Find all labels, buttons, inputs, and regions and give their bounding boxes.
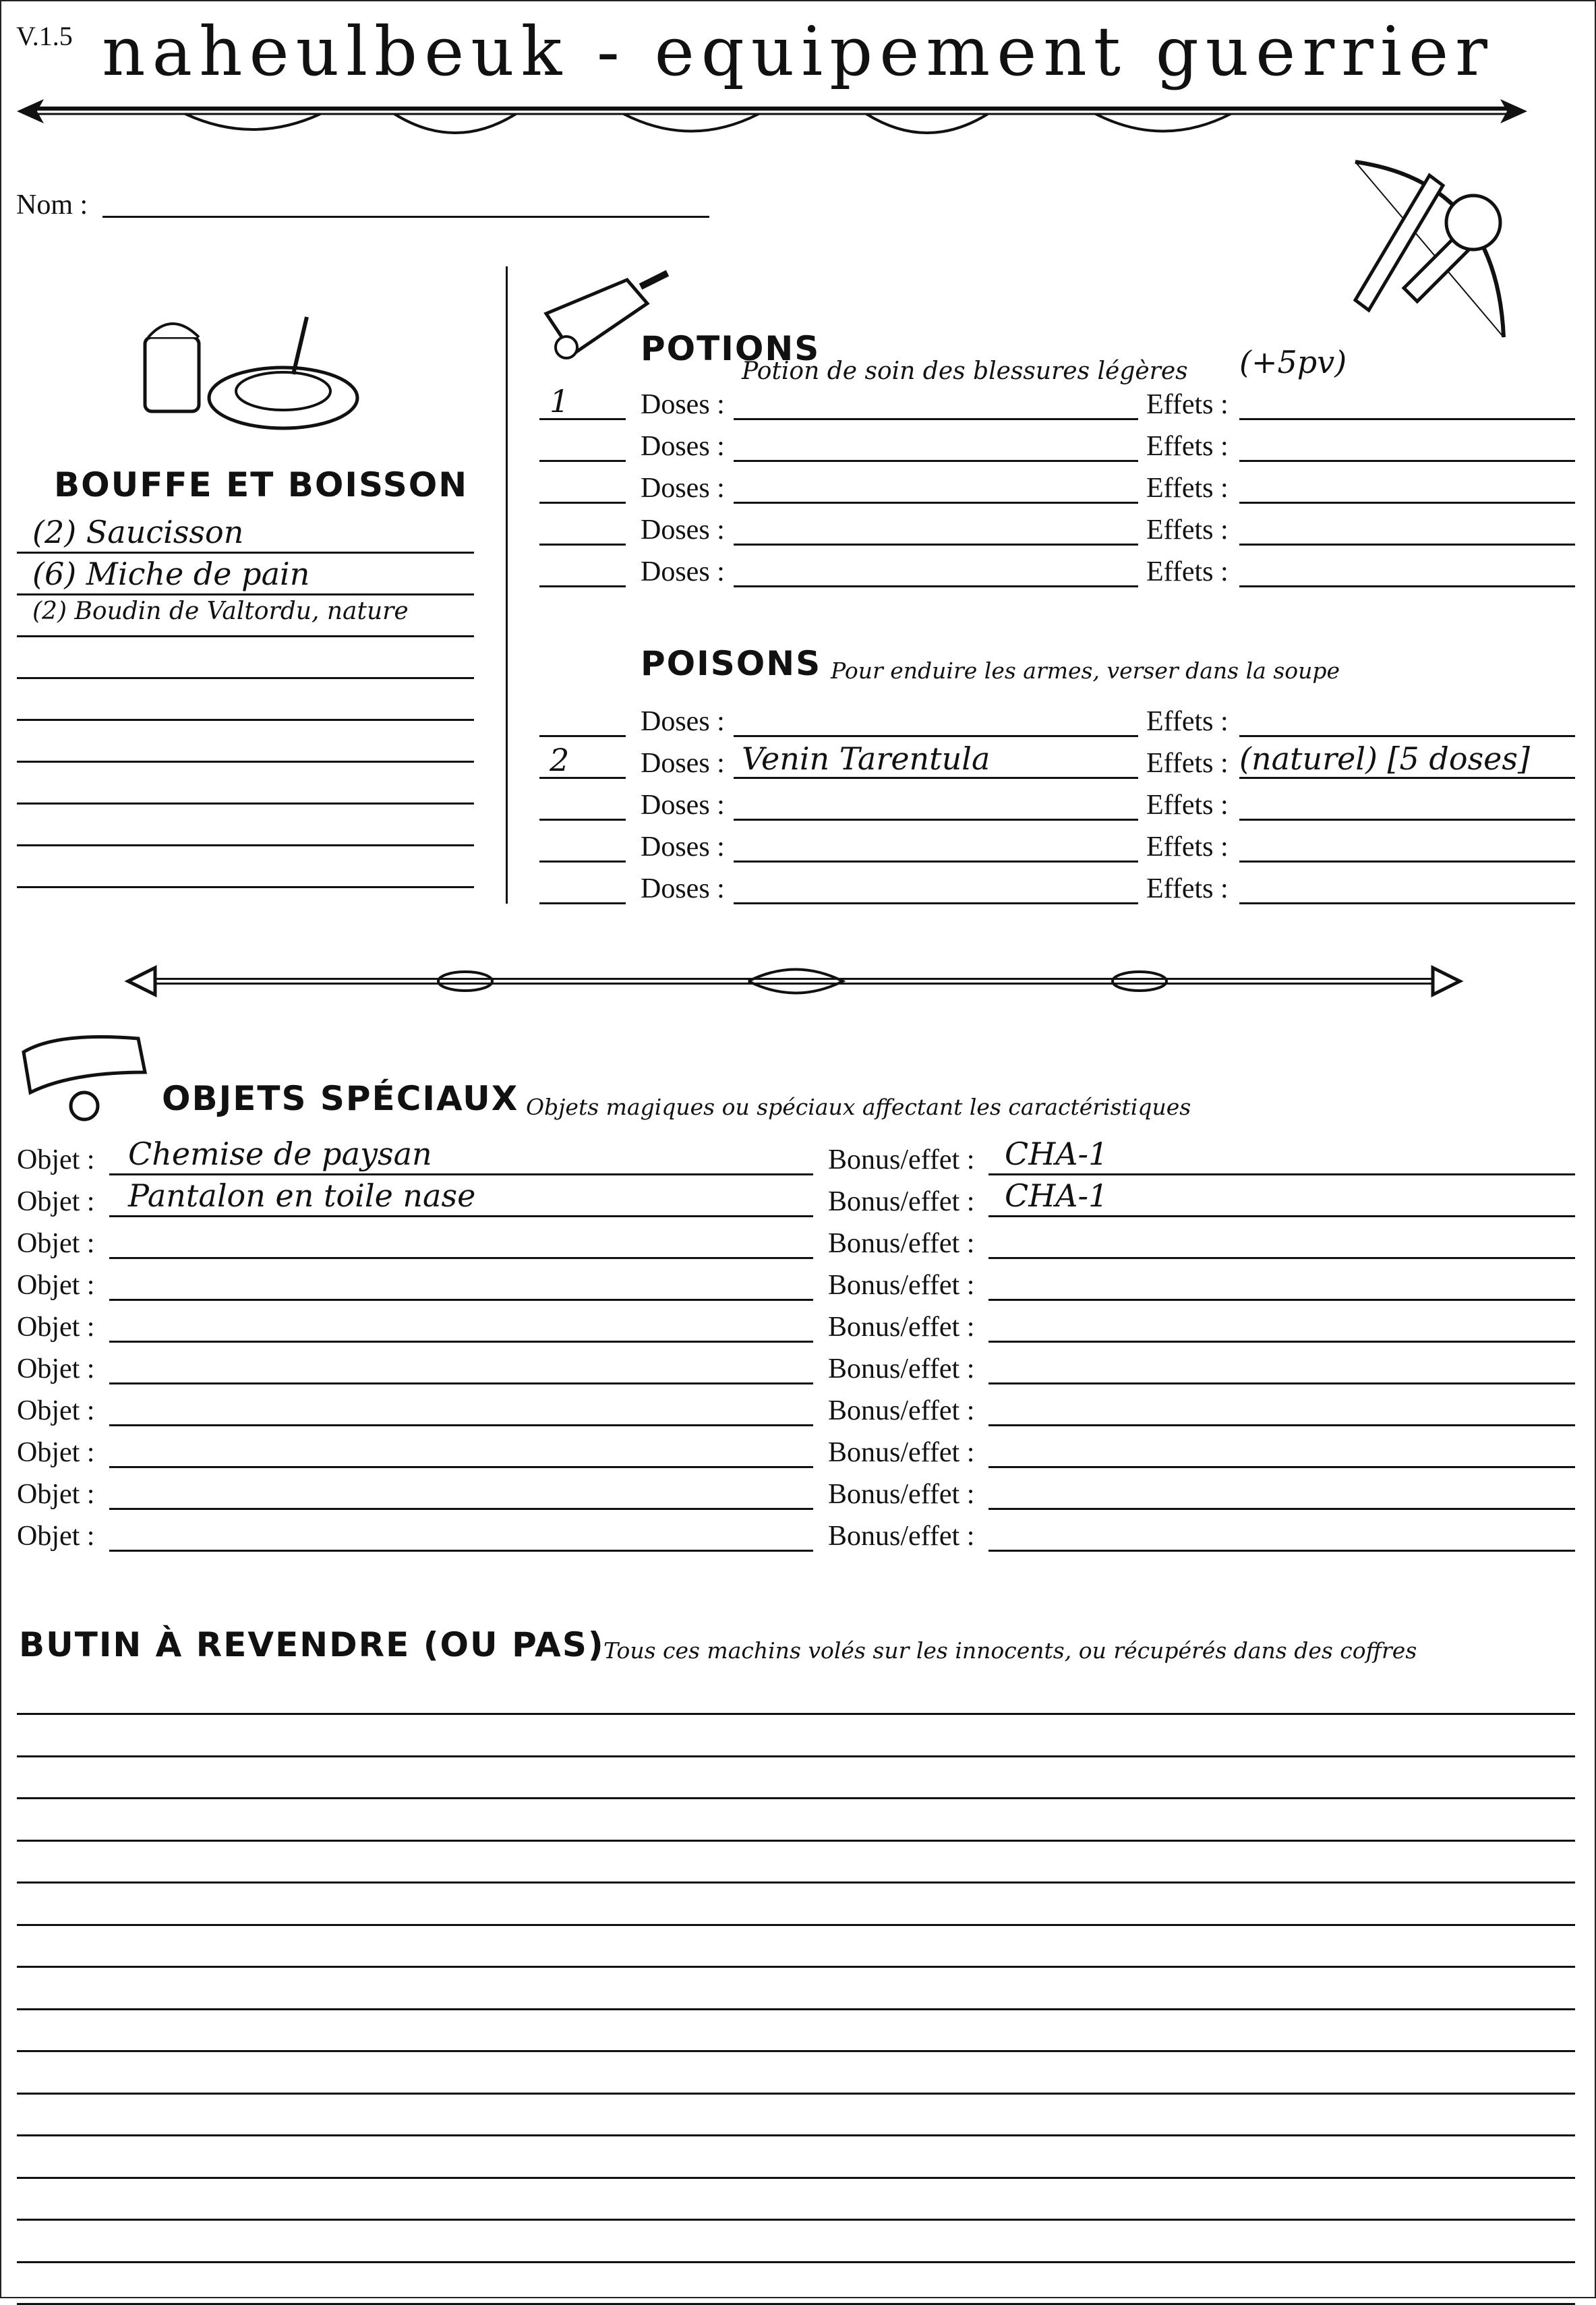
- poisons-doses-label: Doses :: [641, 706, 725, 737]
- name-field[interactable]: [102, 216, 709, 218]
- food-line[interactable]: [17, 593, 474, 595]
- name-label: Nom :: [16, 189, 88, 221]
- loot-line[interactable]: [17, 1966, 1575, 1968]
- object-label: Objet :: [17, 1395, 95, 1426]
- staff-divider-icon: [128, 958, 1460, 1005]
- bonus-line[interactable]: [988, 1341, 1575, 1343]
- loot-line[interactable]: [17, 1840, 1575, 1842]
- poisons-effect-line[interactable]: [1239, 819, 1575, 821]
- poisons-heading: POISONS: [641, 644, 822, 683]
- page-title: naheulbeuk - equipement guerrier: [102, 12, 1494, 91]
- version-label: V.1.5: [16, 21, 73, 51]
- potions-qty: 1: [550, 383, 570, 419]
- potions-qty-line[interactable]: [539, 585, 626, 587]
- bonus-line[interactable]: [988, 1466, 1575, 1468]
- object-line[interactable]: [109, 1215, 813, 1217]
- poisons-effects-label: Effets :: [1146, 706, 1229, 737]
- potions-name-line[interactable]: [734, 460, 1138, 462]
- loot-line[interactable]: [17, 2093, 1575, 2095]
- bonus-label: Bonus/effet :: [828, 1144, 975, 1175]
- potions-heading: POTIONS: [641, 329, 821, 368]
- bonus-label: Bonus/effet :: [828, 1270, 975, 1301]
- loot-line[interactable]: [17, 2008, 1575, 2010]
- bonus-line[interactable]: [988, 1173, 1575, 1175]
- poisons-effect-line[interactable]: [1239, 860, 1575, 863]
- poisons-effect-line[interactable]: [1239, 902, 1575, 904]
- object-line[interactable]: [109, 1424, 813, 1426]
- object-label: Objet :: [17, 1312, 95, 1343]
- poisons-qty-line[interactable]: [539, 819, 626, 821]
- potions-effect: (+5pv): [1239, 344, 1347, 380]
- object-line[interactable]: [109, 1341, 813, 1343]
- poisons-effects-label: Effets :: [1146, 790, 1229, 821]
- bonus-line[interactable]: [988, 1424, 1575, 1426]
- loot-heading: BUTIN À REVENDRE (OU PAS): [19, 1625, 605, 1664]
- food-icon: [138, 297, 361, 438]
- potions-name-line[interactable]: [734, 585, 1138, 587]
- potions-effects-label: Effets :: [1146, 556, 1229, 587]
- poisons-effects-label: Effets :: [1146, 831, 1229, 863]
- food-heading: BOUFFE ET BOISSON: [54, 465, 469, 504]
- bonus-value: CHA-1: [1005, 1177, 1109, 1214]
- object-line[interactable]: [109, 1466, 813, 1468]
- potions-doses-label: Doses :: [641, 389, 725, 420]
- food-line[interactable]: [17, 803, 474, 805]
- poisons-doses-label: Doses :: [641, 748, 725, 779]
- poisons-name-line[interactable]: [734, 819, 1138, 821]
- object-label: Objet :: [17, 1228, 95, 1259]
- loot-line[interactable]: [17, 2134, 1575, 2136]
- bonus-label: Bonus/effet :: [828, 1437, 975, 1468]
- bonus-label: Bonus/effet :: [828, 1186, 975, 1217]
- weapons-icon: [1328, 155, 1524, 351]
- potions-effect-line[interactable]: [1239, 502, 1575, 504]
- special-heading: OBJETS SPÉCIAUX: [162, 1079, 519, 1118]
- loot-line[interactable]: [17, 1713, 1575, 1715]
- poisons-doses-label: Doses :: [641, 831, 725, 863]
- potions-effect-line[interactable]: [1239, 418, 1575, 420]
- potions-effect-line[interactable]: [1239, 544, 1575, 546]
- loot-line[interactable]: [17, 2177, 1575, 2179]
- poisons-name-line[interactable]: [734, 860, 1138, 863]
- object-line[interactable]: [109, 1550, 813, 1552]
- potions-name-line[interactable]: [734, 544, 1138, 546]
- object-label: Objet :: [17, 1437, 95, 1468]
- poisons-effects-label: Effets :: [1146, 748, 1229, 779]
- arrow-divider-icon: [17, 84, 1527, 145]
- loot-subtitle: Tous ces machins volés sur les innocents, ou récupérés dans des coffres: [603, 1637, 1417, 1664]
- poisons-effect: (naturel) [5 doses]: [1239, 740, 1530, 777]
- food-item: (6) Miche de pain: [32, 556, 310, 592]
- poisons-effect-line[interactable]: [1239, 735, 1575, 737]
- object-label: Objet :: [17, 1144, 95, 1175]
- poisons-effects-label: Effets :: [1146, 873, 1229, 904]
- potions-effects-label: Effets :: [1146, 431, 1229, 462]
- poisons-name-line[interactable]: [734, 777, 1138, 779]
- bonus-line[interactable]: [988, 1550, 1575, 1552]
- special-subtitle: Objets magiques ou spéciaux affectant les caractéristiques: [526, 1094, 1191, 1120]
- potions-effects-label: Effets :: [1146, 473, 1229, 504]
- potions-qty-line[interactable]: [539, 544, 626, 546]
- bonus-label: Bonus/effet :: [828, 1353, 975, 1384]
- bonus-label: Bonus/effet :: [828, 1395, 975, 1426]
- bonus-line[interactable]: [988, 1508, 1575, 1510]
- bonus-line[interactable]: [988, 1257, 1575, 1259]
- food-line[interactable]: [17, 635, 474, 637]
- potions-name-line[interactable]: [734, 418, 1138, 420]
- object-line[interactable]: [109, 1508, 813, 1510]
- loot-line[interactable]: [17, 2219, 1575, 2221]
- loot-line[interactable]: [17, 1881, 1575, 1884]
- poisons-subtitle: Pour enduire les armes, verser dans la soupe: [831, 658, 1340, 684]
- object-label: Objet :: [17, 1186, 95, 1217]
- food-line[interactable]: [17, 844, 474, 846]
- object-line[interactable]: [109, 1173, 813, 1175]
- potions-doses-label: Doses :: [641, 431, 725, 462]
- object-line[interactable]: [109, 1382, 813, 1384]
- poisons-doses-label: Doses :: [641, 790, 725, 821]
- food-item: (2) Saucisson: [32, 514, 244, 550]
- object-label: Objet :: [17, 1479, 95, 1510]
- potions-name: Potion de soin des blessures légères: [742, 357, 1188, 385]
- object-line[interactable]: [109, 1257, 813, 1259]
- bonus-line[interactable]: [988, 1299, 1575, 1301]
- potions-effects-label: Effets :: [1146, 389, 1229, 420]
- potions-effects-label: Effets :: [1146, 515, 1229, 546]
- bonus-label: Bonus/effet :: [828, 1228, 975, 1259]
- object-value: Chemise de paysan: [128, 1136, 432, 1172]
- poisons-name-line[interactable]: [734, 735, 1138, 737]
- poisons-qty-line[interactable]: [539, 735, 626, 737]
- loot-line[interactable]: [17, 2050, 1575, 2052]
- food-line[interactable]: [17, 886, 474, 888]
- potions-doses-label: Doses :: [641, 473, 725, 504]
- bonus-value: CHA-1: [1005, 1136, 1109, 1172]
- poisons-qty-line[interactable]: [539, 902, 626, 904]
- bonus-label: Bonus/effet :: [828, 1479, 975, 1510]
- loot-line[interactable]: [17, 2261, 1575, 2263]
- potions-name-line[interactable]: [734, 502, 1138, 504]
- poisons-effect-line[interactable]: [1239, 777, 1575, 779]
- bonus-label: Bonus/effet :: [828, 1521, 975, 1552]
- food-line[interactable]: [17, 719, 474, 721]
- object-label: Objet :: [17, 1353, 95, 1384]
- poisons-name: Venin Tarentula: [742, 740, 991, 777]
- potions-effect-line[interactable]: [1239, 460, 1575, 462]
- potions-effect-line[interactable]: [1239, 585, 1575, 587]
- scroll-ring-icon: [17, 1025, 158, 1126]
- bonus-line[interactable]: [988, 1382, 1575, 1384]
- bonus-label: Bonus/effet :: [828, 1312, 975, 1343]
- food-line[interactable]: [17, 552, 474, 554]
- potions-doses-label: Doses :: [641, 556, 725, 587]
- object-label: Objet :: [17, 1521, 95, 1552]
- food-line[interactable]: [17, 677, 474, 679]
- column-divider: [506, 266, 508, 904]
- bonus-line[interactable]: [988, 1215, 1575, 1217]
- food-item: (2) Boudin de Valtordu, nature: [32, 597, 409, 625]
- object-value: Pantalon en toile nase: [128, 1177, 476, 1214]
- food-line[interactable]: [17, 761, 474, 763]
- potions-qty-line[interactable]: [539, 502, 626, 504]
- loot-line[interactable]: [17, 1924, 1575, 1926]
- poisons-qty: 2: [550, 742, 570, 778]
- poisons-qty-line[interactable]: [539, 860, 626, 863]
- poisons-name-line[interactable]: [734, 902, 1138, 904]
- object-label: Objet :: [17, 1270, 95, 1301]
- object-line[interactable]: [109, 1299, 813, 1301]
- potions-doses-label: Doses :: [641, 515, 725, 546]
- loot-line[interactable]: [17, 1755, 1575, 1757]
- poisons-doses-label: Doses :: [641, 873, 725, 904]
- loot-line[interactable]: [17, 1797, 1575, 1799]
- potions-qty-line[interactable]: [539, 460, 626, 462]
